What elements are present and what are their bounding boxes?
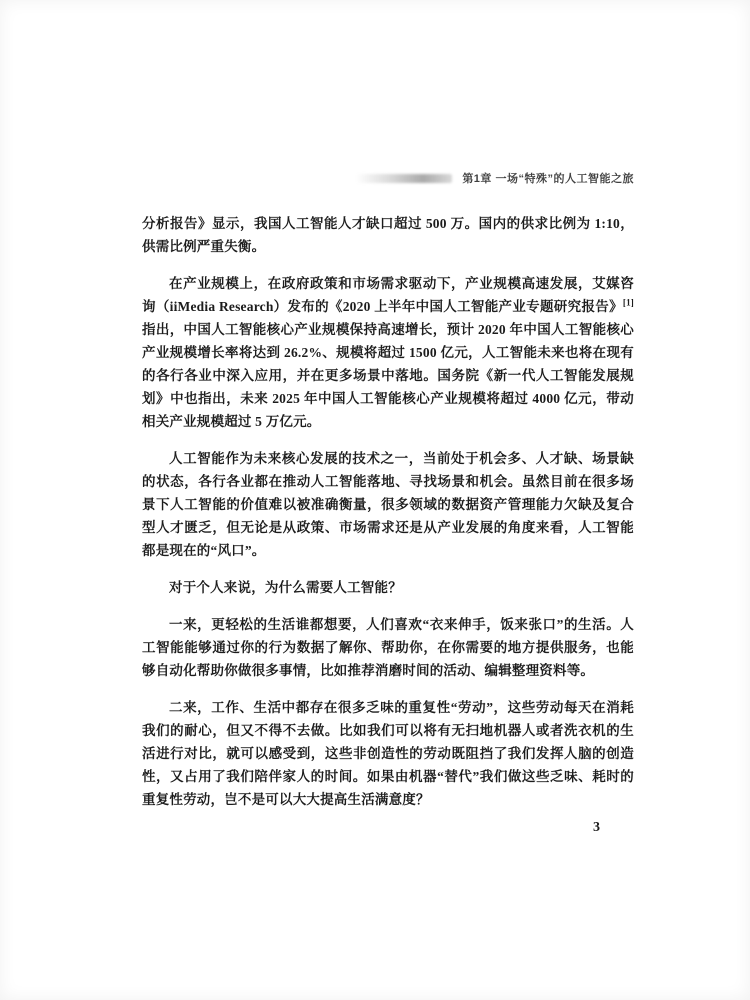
- running-header: [142, 170, 634, 186]
- paragraph-industry-scale: [142, 272, 634, 433]
- paragraph-continuation: 分析报告》显示，我国人工智能人才缺口超过 500 万。国内的供求比例为 1:10，供需比例严重失衡。: [142, 216, 634, 254]
- header-decoration-smudge: [356, 174, 452, 183]
- paragraph-text: 在产业规模上，在政府政策和市场需求驱动下，产业规模高速发展，艾媒咨询（iiMedia Research）发布的《2020 上半年中国人工智能产业专题研究报告》: [142, 276, 634, 314]
- paragraph-reason-two: 二来，工作、生活中都存在很多乏味的重复性“劳动”，这些劳动每天在消耗我们的耐心，但又不得不去做。比如我们可以将有无扫地机器人或者洗衣机的生活进行对比，就可以感受到，这些非创造性的劳动既阻挡了我们发挥人脑的创造性，又占用了我们陪伴家人的时间。如果由机器“替代”我们做这些乏味、耗时的重复性劳动，岂不是可以大大提高生活满意度？: [142, 700, 634, 807]
- article-body: [142, 212, 634, 811]
- paragraph-core-technology: 人工智能作为未来核心发展的技术之一，当前处于机会多、人才缺、场景缺的状态，各行各业都在推动人工智能落地、寻找场景和机会。虽然目前在很多场景下人工智能的价值难以被准确衡量，很多领域的数据资产管理能力欠缺及复合型人才匮乏，但无论是从政策、市场需求还是从产业发展的角度来看，人工智能都是现在的“风口”。: [142, 451, 634, 558]
- chapter-header-title: 第1章 一场“特殊”的人工智能之旅: [462, 173, 634, 185]
- footnote-reference: [1]: [622, 297, 634, 308]
- paragraph-question: 对于个人来说，为什么需要人工智能？: [169, 580, 402, 595]
- paragraph-reason-one: 一来，更轻松的生活谁都想要，人们喜欢“衣来伸手，饭来张口”的生活。人工智能能够通过你的行为数据了解你、帮助你，在你需要的地方提供服务，也能够自动化帮助你做很多事情，比如推荐消磨时间的活动、编辑整理资料等。: [142, 617, 634, 678]
- page-number: 3: [593, 820, 600, 835]
- paragraph-text: 指出，中国人工智能核心产业规模保持高速增长，预计 2020 年中国人工智能核心产业规模增长率将达到 26.2%、规模将超过 1500 亿元，人工智能未来也将在现有的各行各业中深入应用，并在更多场景中落地。国务院《新一代人工智能发展规划》中也指出，未来 2025 年中国人工智能核心产业规模将超过 4000 亿元，带动相关产业规模超过 5 万亿元。: [142, 322, 634, 429]
- page-content: [142, 170, 634, 825]
